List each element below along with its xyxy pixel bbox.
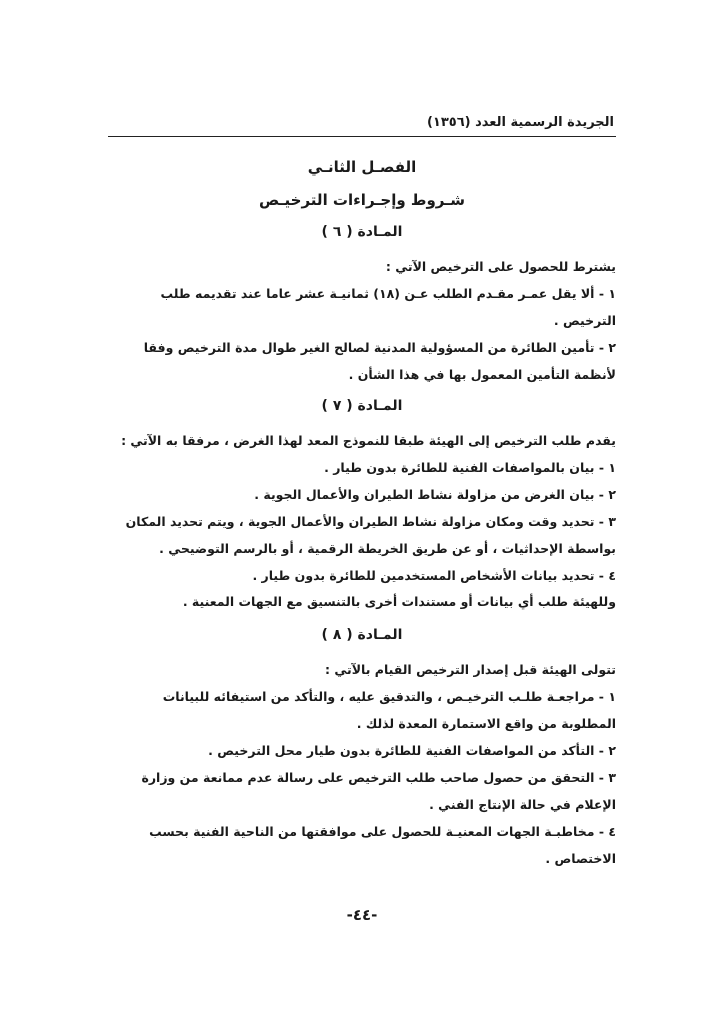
article-8-item-1: ١ - مراجعـة طلـب الترخيـص ، والتدقيق عليه ، والتأكد من استيفائه للبيانات المطلوبة من واقع الاستمارة المعدة لذلك .	[162, 689, 616, 731]
article-7-heading: المـادة ( ٧ )	[321, 398, 403, 414]
article-8-item-3: ٣ - التحقق من حصول صاحب طلب الترخيص على رسالة عدم ممانعة من وزارة الإعلام في حالة الإنتاج الفني .	[141, 770, 616, 812]
article-7-item-3: ٣ - تحديد وقت ومكان مزاولة نشاط الطيران والأعمال الجوية ، ويتم تحديد المكان بواسطة الإحداثيات ، أو عن طريق الخريطة الرقمية ، أو بالرسم التوضيحي .	[125, 514, 616, 556]
article-7-item-1: ١ - بيان بالمواصفات الفنية للطائرة بدون طيار .	[324, 460, 616, 475]
article-6-item-1: ١ - ألا يقل عمـر مقـدم الطلب عـن (١٨) ثمانيـة عشر عاما عند تقديمه طلب الترخيص .	[160, 286, 616, 328]
article-7-item-2: ٢ - بيان الغرض من مزاولة نشاط الطيران والأعمال الجوية .	[254, 487, 616, 502]
article-6-heading: المـادة ( ٦ )	[321, 224, 403, 240]
chapter-title: الفصـل الثانـي	[307, 158, 417, 176]
article-7-closing: وللهيئة طلب أي بيانات أو مستندات أخرى بالتنسيق مع الجهات المعنية .	[182, 594, 616, 609]
article-8-heading: المـادة ( ٨ )	[321, 627, 403, 643]
article-7-item-4: ٤ - تحديد بيانات الأشخاص المستخدمين للطائرة بدون طيار .	[252, 568, 616, 583]
article-6-item-2: ٢ - تأمين الطائرة من المسؤولية المدنية لصالح الغير طوال مدة الترخيص وفقا لأنظمة التأمين المعمول بها في هذا الشأن .	[143, 340, 616, 382]
page-header: الجريدة الرسمية العدد (١٣٥٦)	[108, 110, 616, 137]
article-8-intro: تتولى الهيئة قبل إصدار الترخيص القيام بالآتي :	[325, 662, 616, 677]
article-8-item-4: ٤ - مخاطبـة الجهات المعنيـة للحصول على موافقتها من الناحية الفنية بحسب الاختصاص .	[149, 824, 616, 866]
article-7-intro: يقدم طلب الترخيص إلى الهيئة طبقا للنموذج المعد لهذا الغرض ، مرفقا به الآتي :	[121, 433, 616, 448]
chapter-subtitle: شـروط وإجـراءات الترخيـص	[258, 191, 466, 209]
article-8-item-2: ٢ - التأكد من المواصفات الفنية للطائرة بدون طيار محل الترخيص .	[208, 743, 616, 758]
gazette-page	[108, 110, 616, 872]
article-6-intro: يشترط للحصول على الترخيص الآتي :	[385, 259, 616, 274]
page-number: -٤٤-	[346, 906, 378, 924]
